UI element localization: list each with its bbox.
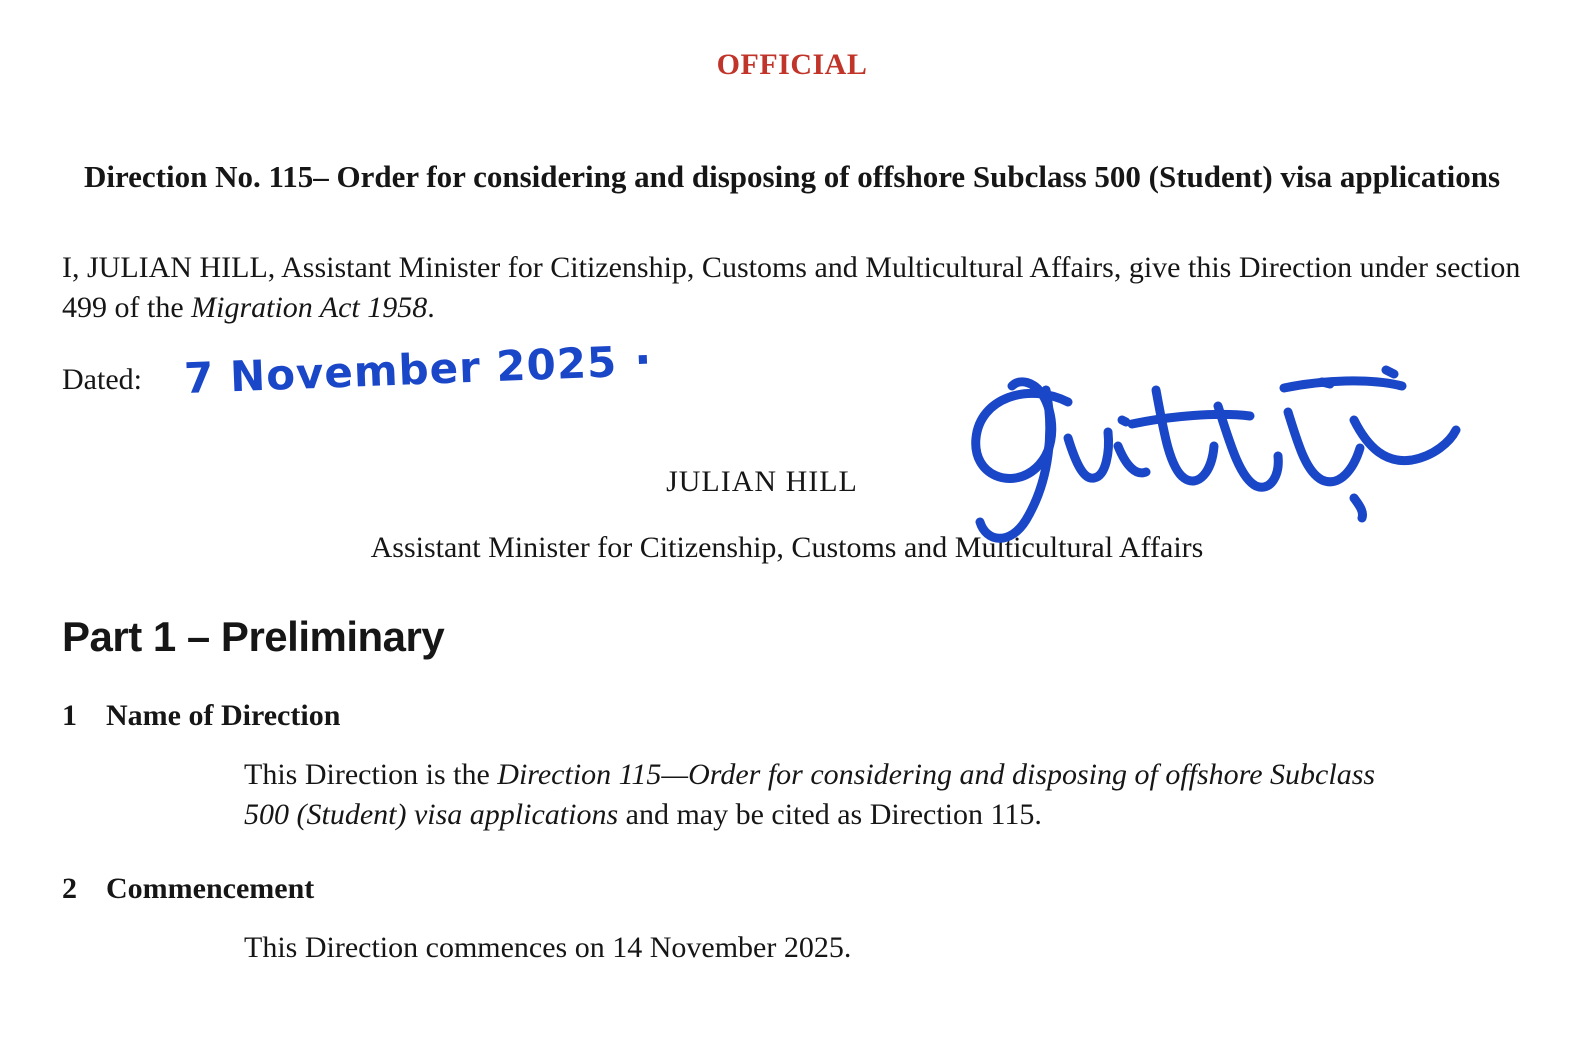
classification-banner: OFFICIAL (716, 48, 868, 81)
section-1-body (244, 755, 1522, 834)
section-2-body (244, 928, 1522, 968)
section-1-number: 1 (62, 699, 77, 733)
migration-act-citation: Migration Act 1958 (191, 290, 428, 324)
handwritten-date: 7 November 2025 · (183, 332, 654, 404)
section-2-title: Commencement (106, 872, 315, 906)
intro-text-lead: I, JULIAN HILL, Assistant Minister for Citizenship, Customs and Multicultural Affairs, give this Direction under section 499 of the (62, 250, 1521, 324)
intro-text-trail: . (427, 290, 435, 324)
section-1-body-lead: This Direction is the (244, 758, 498, 792)
section-1 (62, 699, 1522, 834)
section-1-heading (62, 699, 1522, 733)
part-heading: Part 1 – Preliminary (62, 613, 445, 661)
section-2 (62, 872, 1522, 968)
document-title: Direction No. 115– Order for considering and disposing of offshore Subclass 500 (Student) visa applications (83, 159, 1501, 194)
section-1-body-trail: and may be cited as Direction 115. (618, 797, 1042, 831)
direction-intro-paragraph (62, 248, 1522, 327)
dated-row (62, 332, 1522, 423)
signer-name: JULIAN HILL (666, 465, 858, 499)
signer-role: Assistant Minister for Citizenship, Customs and Multicultural Affairs (370, 531, 1204, 565)
section-2-heading (62, 872, 1522, 906)
section-2-number: 2 (62, 872, 77, 906)
section-2-body-lead: This Direction commences on 14 November 2025. (244, 931, 852, 965)
dated-label: Dated: (62, 363, 142, 397)
section-1-body-citation: Direction 115—Order for considering and disposing of offshore Subclass 500 (Student) visa applications (244, 758, 1376, 831)
section-1-title: Name of Direction (106, 699, 341, 733)
